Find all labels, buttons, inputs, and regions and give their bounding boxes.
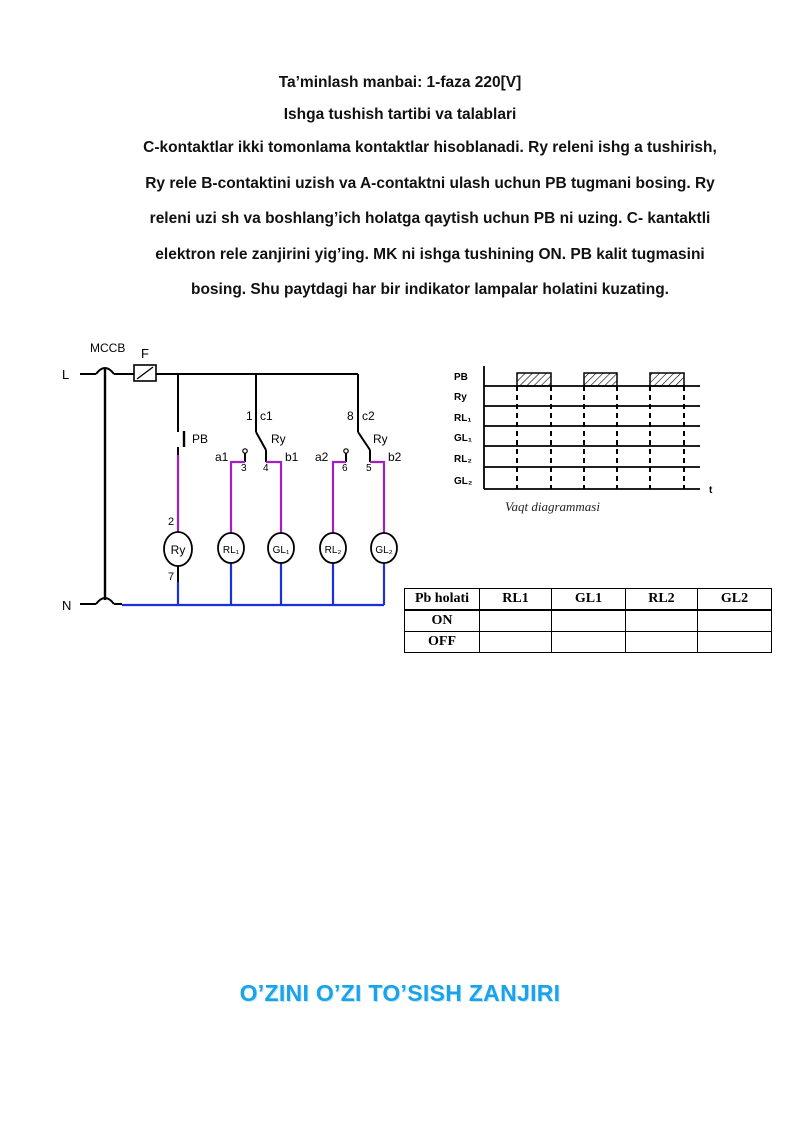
contact1-common-label: c1 <box>260 409 273 423</box>
contact2-b-label: b2 <box>388 450 402 464</box>
table-header-row <box>405 589 772 611</box>
table-cell[interactable] <box>625 610 697 632</box>
coil-pin-top: 2 <box>168 516 175 528</box>
timing-caption: Vaqt diagrammasi <box>505 499 600 514</box>
lamp-state-table <box>404 588 772 653</box>
timing-diagram <box>454 366 713 514</box>
table-cell[interactable] <box>551 610 625 632</box>
table-header-cell: RL2 <box>625 589 697 611</box>
lamp-gl2-label: GL₂ <box>375 545 393 556</box>
table-cell[interactable] <box>697 610 771 632</box>
contact2-a-label: a2 <box>315 450 329 464</box>
lamp-rl1-label: RL₁ <box>222 545 240 556</box>
contact1-b-label: b1 <box>285 450 299 464</box>
lamp-rl2-label: RL₂ <box>324 545 342 556</box>
contact2-relay-label: Ry <box>373 432 388 446</box>
timing-row-gl1: GL₁ <box>454 433 473 444</box>
timing-row-pb: PB <box>454 372 468 383</box>
timing-row-ry: Ry <box>454 392 467 403</box>
paragraph-line: releni uzi sh va boshlang’ich holatga qaytish uchun PB ni uzing. C- kantaktli <box>149 210 711 227</box>
time-axis-label: t <box>709 485 713 496</box>
contact1-relay-label: Ry <box>271 432 286 446</box>
timing-row-gl2: GL₂ <box>454 476 473 487</box>
table-cell[interactable] <box>480 632 552 653</box>
contact1-a-num: 3 <box>241 463 247 474</box>
contact1-common-num: 1 <box>246 409 253 423</box>
lamp-gl1-label: GL₁ <box>272 545 290 556</box>
timing-row-rl1: RL₁ <box>454 413 472 424</box>
power-source-line: Ta’minlash manbai: 1-faza 220[V] <box>278 74 522 91</box>
table-row <box>405 632 772 653</box>
table-row <box>405 610 772 632</box>
table-header-cell: RL1 <box>480 589 552 611</box>
contact2-common-num: 8 <box>347 409 354 423</box>
section-heading: Ishga tushish tartibi va talablari <box>283 106 517 123</box>
contact2-common-label: c2 <box>362 409 375 423</box>
line-n-label: N <box>62 598 72 613</box>
table-cell[interactable] <box>551 632 625 653</box>
table-cell[interactable] <box>625 632 697 653</box>
table-header-cell: GL2 <box>697 589 771 611</box>
table-header-cell: Pb holati <box>405 589 480 611</box>
paragraph-line: Ry rele B-contaktini uzish va A-contaktni ulash uchun PB tugmani bosing. Ry <box>145 174 715 192</box>
paragraph-line: elektron rele zanjirini yig’ing. MK ni ishga tushining ON. PB kalit tugmasini <box>155 245 705 263</box>
coil-label: Ry <box>170 543 186 557</box>
document-title: O’ZINI O’ZI TO’SISH ZANJIRI <box>239 980 561 1006</box>
table-cell[interactable] <box>697 632 771 653</box>
table-header-cell: GL1 <box>551 589 625 611</box>
coil-pin-bottom: 7 <box>168 571 175 583</box>
paragraph-line: C-kontaktlar ikki tomonlama kontaktlar hisoblanadi. Ry releni ishg a tushirish, <box>143 139 717 156</box>
table-cell-state: ON <box>405 610 480 632</box>
contact1-b-num: 4 <box>263 463 269 474</box>
timing-row-rl2: RL₂ <box>454 454 472 465</box>
line-l-label: L <box>62 367 70 382</box>
fuse-label: F <box>141 346 149 361</box>
pb-label: PB <box>192 432 209 446</box>
contact2-b-num: 5 <box>366 463 372 474</box>
mccb-label: MCCB <box>90 341 126 355</box>
table-cell-state: OFF <box>405 632 480 653</box>
paragraph-line: bosing. Shu paytdagi har bir indikator lampalar holatini kuzating. <box>191 281 669 298</box>
contact1-a-label: a1 <box>215 450 229 464</box>
contact2-a-num: 6 <box>342 463 348 474</box>
table-cell[interactable] <box>480 610 552 632</box>
